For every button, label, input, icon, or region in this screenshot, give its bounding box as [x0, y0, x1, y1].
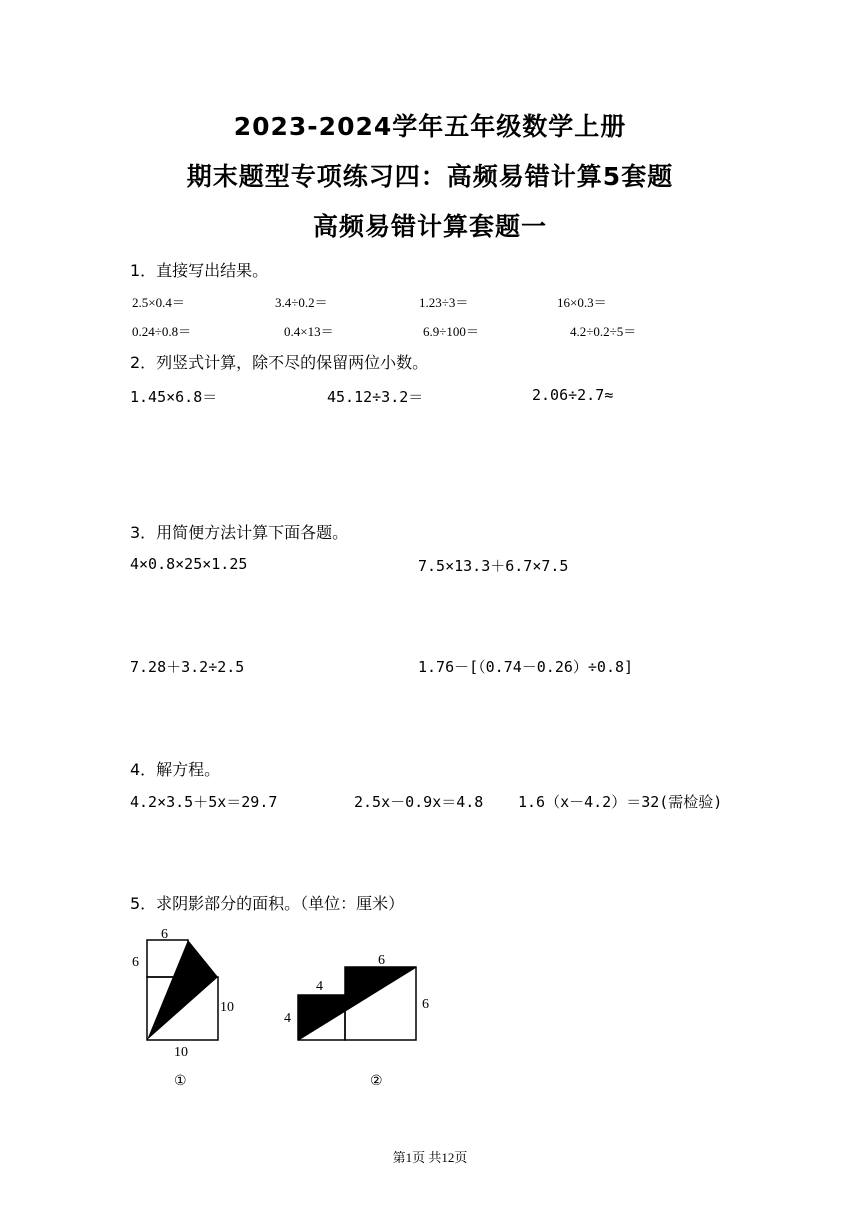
- question-5-heading: 5．求阴影部分的面积。（单位：厘米）: [130, 894, 405, 913]
- equation-item: 4.2×3.5＋5x＝29.7: [130, 793, 278, 811]
- oral-item: 2.5×0.4＝: [132, 295, 185, 310]
- section-title: 高频易错计算套题一: [312, 212, 547, 241]
- question-3-heading: 3．用简便方法计算下面各题。: [130, 523, 349, 542]
- oral-item: 16×0.3＝: [557, 295, 607, 310]
- oral-item: 4.2÷0.2÷5＝: [570, 324, 637, 339]
- fig2-big-right-label: 6: [422, 997, 429, 1012]
- fig1-top-label: 6: [161, 927, 168, 942]
- equation-item: 1.6（x－4.2）＝32(需检验): [518, 793, 723, 811]
- question-2-heading: 2．列竖式计算，除不尽的保留两位小数。: [130, 353, 429, 372]
- figure-2-label: ②: [370, 1074, 383, 1089]
- equation-item: 2.5x－0.9x＝4.8: [354, 793, 484, 811]
- oral-item: 3.4÷0.2＝: [275, 295, 328, 310]
- simplify-item: 7.5×13.3＋6.7×7.5: [418, 557, 569, 575]
- fig1-shaded-triangle: [147, 940, 218, 1040]
- vertical-calc-item: 1.45×6.8＝: [130, 388, 218, 406]
- simplify-item: 1.76－[（0.74－0.26）÷0.8]: [418, 658, 634, 676]
- figure-1-label: ①: [174, 1074, 187, 1089]
- figure-1-diagram: [128, 925, 248, 1065]
- page-title: 2023-2024学年五年级数学上册: [233, 112, 627, 141]
- simplify-item: 4×0.8×25×1.25: [130, 555, 248, 573]
- fig2-big-top-label: 6: [378, 953, 385, 968]
- page-footer: 第1页 共12页: [392, 1150, 468, 1165]
- fig1-left-label: 6: [132, 955, 139, 970]
- vertical-calc-item: 45.12÷3.2＝: [327, 388, 424, 406]
- question-4-heading: 4．解方程。: [130, 760, 221, 779]
- oral-item: 0.24÷0.8＝: [132, 324, 192, 339]
- fig2-small-top-label: 4: [316, 979, 323, 994]
- fig2-small-left-label: 4: [284, 1011, 291, 1026]
- question-1-heading: 1．直接写出结果。: [130, 261, 269, 280]
- page-subtitle: 期末题型专项练习四：高频易错计算5套题: [186, 162, 674, 191]
- vertical-calc-item: 2.06÷2.7≈: [532, 386, 614, 404]
- fig1-right-label: 10: [220, 1000, 234, 1015]
- fig1-bottom-label: 10: [174, 1045, 188, 1060]
- oral-item: 0.4×13＝: [284, 324, 334, 339]
- oral-item: 1.23÷3＝: [419, 295, 469, 310]
- oral-item: 6.9÷100＝: [423, 324, 479, 339]
- figure-2-diagram: [278, 945, 448, 1055]
- simplify-item: 7.28＋3.2÷2.5: [130, 658, 245, 676]
